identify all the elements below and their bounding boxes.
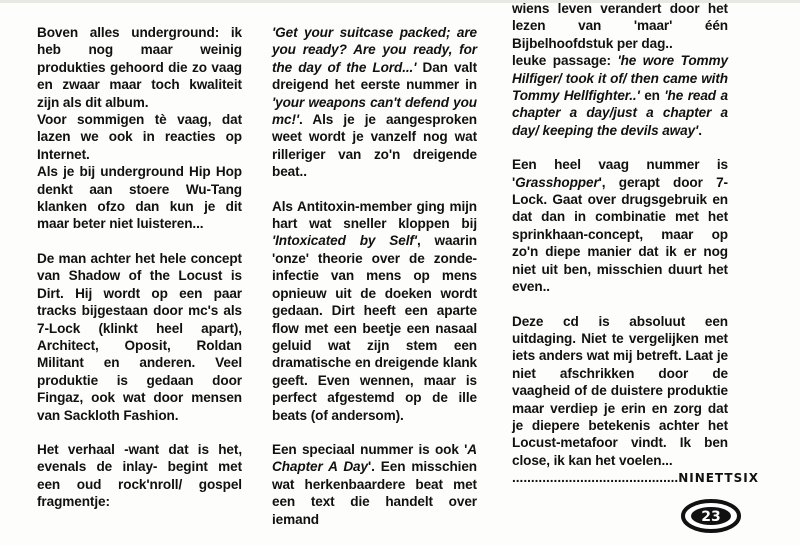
paragraph: wiens leven verandert door het lezen van 'maar' één Bijbelhoofdstuk per dag..	[512, 1, 728, 51]
text-column-1	[37, 24, 242, 528]
signature-line	[512, 469, 759, 487]
quote: 'your weapons can't defend you mc!'	[272, 94, 477, 128]
paragraph: 'Get your suitcase packed; are you ready? Are you ready, for the day of the Lord...' Dan valt dreigend het eerste nummer in 'your weapons can't defend you mc!'. Als je je aangesproken weet wordt je vanzelf nog wat rilleriger van zo'n dreigende beat..	[272, 25, 477, 180]
paragraph: Een heel vaag nummer is 'Grasshopper', gerapt door 7-Lock. Gaat over drugsgebruik en dat dan in combinatie met het sprinkhaan-concept, maar op zo'n diepe manier dat ik er nog niet uit ben, misschien duurt het even..	[512, 157, 728, 295]
author-signature: NINETTSIX	[678, 471, 759, 486]
paragraph: Voor sommigen tè vaag, dat lazen we ook in reacties op Internet.	[37, 112, 242, 162]
paragraph: Deze cd is absoluut een uitdaging. Niet te vergelijken met iets anders wat mij betreft. Laat je niet afschrikken door de vaagheid of de duistere produktie maar verdiep je erin en zorg dat je diepere betekenis achter het Locust-metafoor vindt. Ik ben close, ik kan het voelen...	[512, 313, 728, 468]
paragraph: leuke passage: 'he wore Tommy Hilfiger/ took it of/ then came with Tommy Hellfighter..' en 'he read a chapter a day/just a chapter a day/ keeping the devils away'.	[512, 53, 728, 138]
paragraph: De man achter het hele concept van Shadow of the Locust is Dirt. Hij wordt op een paar tracks bijgestaan door mc's als 7-Lock (klinkt heel apart), Architect, Oposit, Roldan Militant en anderen. Veel produktie is gedaan door Fingaz, ook wat door mensen van Sackloth Fashion.	[37, 250, 242, 423]
page-number-badge	[680, 497, 742, 535]
dotted-leader: ............................................	[512, 470, 679, 486]
paragraph: Als je bij underground Hip Hop denkt aan stoere Wu-Tang klanken ofzo dan kun je dit maar beter niet luisteren...	[37, 164, 242, 232]
paragraph: Het verhaal -want dat is het, evenals de inlay- begint met een oud rock'nroll/ gospel fragmentje:	[37, 441, 242, 510]
paragraph: Een speciaal nummer is ook 'A Chapter A Day'. Een misschien wat herkenbaardere beat met een text die handelt over iemand	[272, 441, 477, 527]
track-title: Grasshopper	[515, 174, 599, 190]
text-column-2	[272, 24, 477, 545]
quote: 'Get your suitcase packed; are you ready? Are you ready, for the day of the Lord...'	[272, 25, 477, 75]
track-title: A Chapter A Day	[272, 441, 477, 475]
page-number: 23	[701, 509, 721, 525]
quote: 'he read a chapter a day/just a chapter a day/ keeping the devils away'	[512, 88, 728, 138]
text-column-3	[512, 0, 759, 488]
paragraph: Boven alles underground: ik heb nog maar weinig produkties gehoord die zo vaag en zwaar maar toch kwaliteit zijn als dit album.	[37, 25, 242, 110]
quote: 'he wore Tommy Hilfiger/ took it of/ then came with Tommy Hellfighter..'	[512, 53, 728, 104]
track-title: 'Intoxicated by Self'	[272, 233, 417, 249]
paragraph: Als Antitoxin-member ging mijn hart wat sneller kloppen bij 'Intoxicated by Self', waarin 'onze' theorie over de zonde-infectie van mens op mens opnieuw uit de doeken wordt gedaan. Dirt heeft een aparte flow met een beetje een nasaal geluid wat zijn stem een dramatische en dreigende klank geeft. Even wennen, maar is perfect afgestemd op de ille beats (of andersom).	[272, 198, 477, 423]
